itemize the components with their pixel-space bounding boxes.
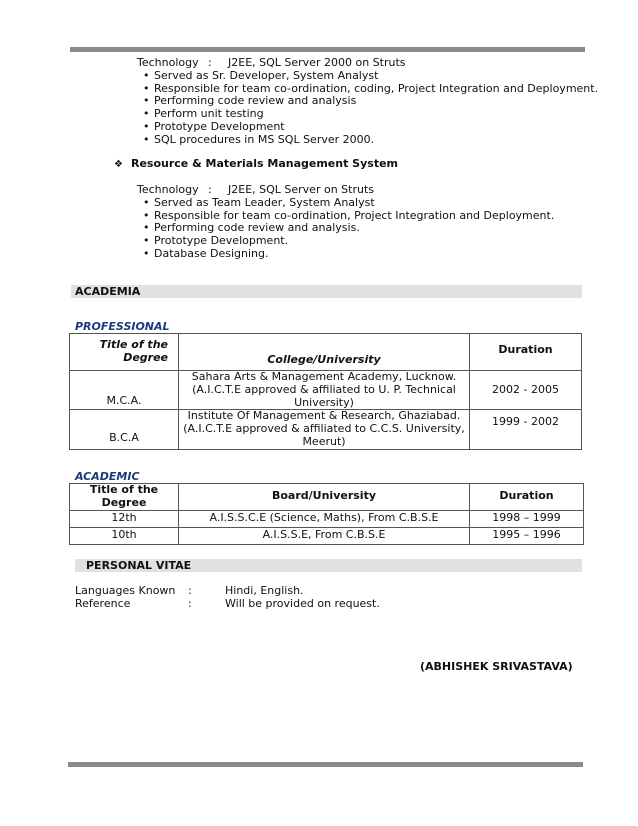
- duration-cell: 1998 – 1999: [470, 510, 584, 527]
- college-cell: Institute Of Management & Research, Ghaziabad. (A.I.C.T.E approved & affiliated to C.C.S. University, Meerut): [179, 410, 470, 449]
- academia-heading: ACADEMIA: [71, 285, 582, 298]
- list-item: • Responsible for team co-ordination, coding, Project Integration and Deployment.: [137, 83, 598, 96]
- list-item: • Performing code review and analysis.: [137, 222, 554, 235]
- column-header-degree: Title of the Degree: [70, 334, 179, 371]
- degree-cell: 12th: [70, 510, 179, 527]
- list-item: • Perform unit testing: [137, 108, 598, 121]
- table-row: [70, 527, 584, 544]
- project-1: [137, 57, 598, 147]
- personal-vitae-heading: PERSONAL VITAE: [75, 559, 582, 572]
- table-header-row: [70, 484, 584, 511]
- project-2-title: [114, 157, 398, 170]
- technology-label: Technology: [137, 56, 199, 69]
- reference-colon: :: [188, 597, 192, 610]
- languages-known-row: [75, 584, 304, 597]
- technology-value: J2EE, SQL Server 2000 on Struts: [228, 56, 406, 69]
- degree-cell: B.C.A: [70, 410, 179, 449]
- list-item: • SQL procedures in MS SQL Server 2000.: [137, 134, 598, 147]
- degree-cell: 10th: [70, 527, 179, 544]
- technology-line: [137, 57, 598, 70]
- board-cell: A.I.S.S.E, From C.B.S.E: [179, 527, 470, 544]
- table-row: [70, 510, 584, 527]
- project-2-title-text: Resource & Materials Management System: [131, 157, 398, 170]
- college-cell: Sahara Arts & Management Academy, Lucknow. (A.I.C.T.E approved & affiliated to U. P. Technical University): [179, 371, 470, 410]
- responsibility-list: [137, 70, 598, 147]
- technology-line: [137, 184, 554, 197]
- signature-name: (ABHISHEK SRIVASTAVA): [420, 660, 573, 673]
- column-header-duration: Duration: [470, 334, 582, 371]
- table-row: [70, 371, 582, 410]
- academic-table: [69, 483, 584, 545]
- table-row: [70, 410, 582, 449]
- reference-row: [75, 597, 380, 610]
- column-header-degree: Title of the Degree: [70, 484, 179, 511]
- professional-table: [69, 333, 582, 450]
- professional-heading: PROFESSIONAL: [75, 320, 170, 333]
- list-item: • Prototype Development.: [137, 235, 554, 248]
- list-item: • Database Designing.: [137, 248, 554, 261]
- list-item: • Performing code review and analysis: [137, 95, 598, 108]
- reference-value: Will be provided on request.: [225, 597, 380, 610]
- duration-cell: 1999 - 2002: [470, 410, 582, 449]
- list-item: • Served as Team Leader, System Analyst: [137, 197, 554, 210]
- degree-cell: M.C.A.: [70, 371, 179, 410]
- languages-known-label: Languages Known: [75, 584, 176, 597]
- list-item: • Prototype Development: [137, 121, 598, 134]
- technology-label: Technology: [137, 183, 199, 196]
- list-item: • Served as Sr. Developer, System Analyst: [137, 70, 598, 83]
- technology-colon: :: [208, 56, 212, 69]
- column-header-college: College/University: [179, 334, 470, 371]
- bottom-rule: [68, 762, 583, 767]
- column-header-duration: Duration: [470, 484, 584, 511]
- project-2: [137, 184, 554, 261]
- table-header-row: [70, 334, 582, 371]
- academic-heading: ACADEMIC: [75, 470, 140, 483]
- languages-known-colon: :: [188, 584, 192, 597]
- responsibility-list: [137, 197, 554, 261]
- reference-label: Reference: [75, 597, 131, 610]
- duration-cell: 1995 – 1996: [470, 527, 584, 544]
- duration-cell: 2002 - 2005: [470, 371, 582, 410]
- board-cell: A.I.S.S.C.E (Science, Maths), From C.B.S.E: [179, 510, 470, 527]
- column-header-board: Board/University: [179, 484, 470, 511]
- technology-colon: :: [208, 183, 212, 196]
- diamond-bullet-icon: ❖: [114, 159, 123, 170]
- top-rule: [70, 47, 585, 52]
- technology-value: J2EE, SQL Server on Struts: [228, 183, 375, 196]
- list-item: • Responsible for team co-ordination, Project Integration and Deployment.: [137, 210, 554, 223]
- languages-known-value: Hindi, English.: [225, 584, 304, 597]
